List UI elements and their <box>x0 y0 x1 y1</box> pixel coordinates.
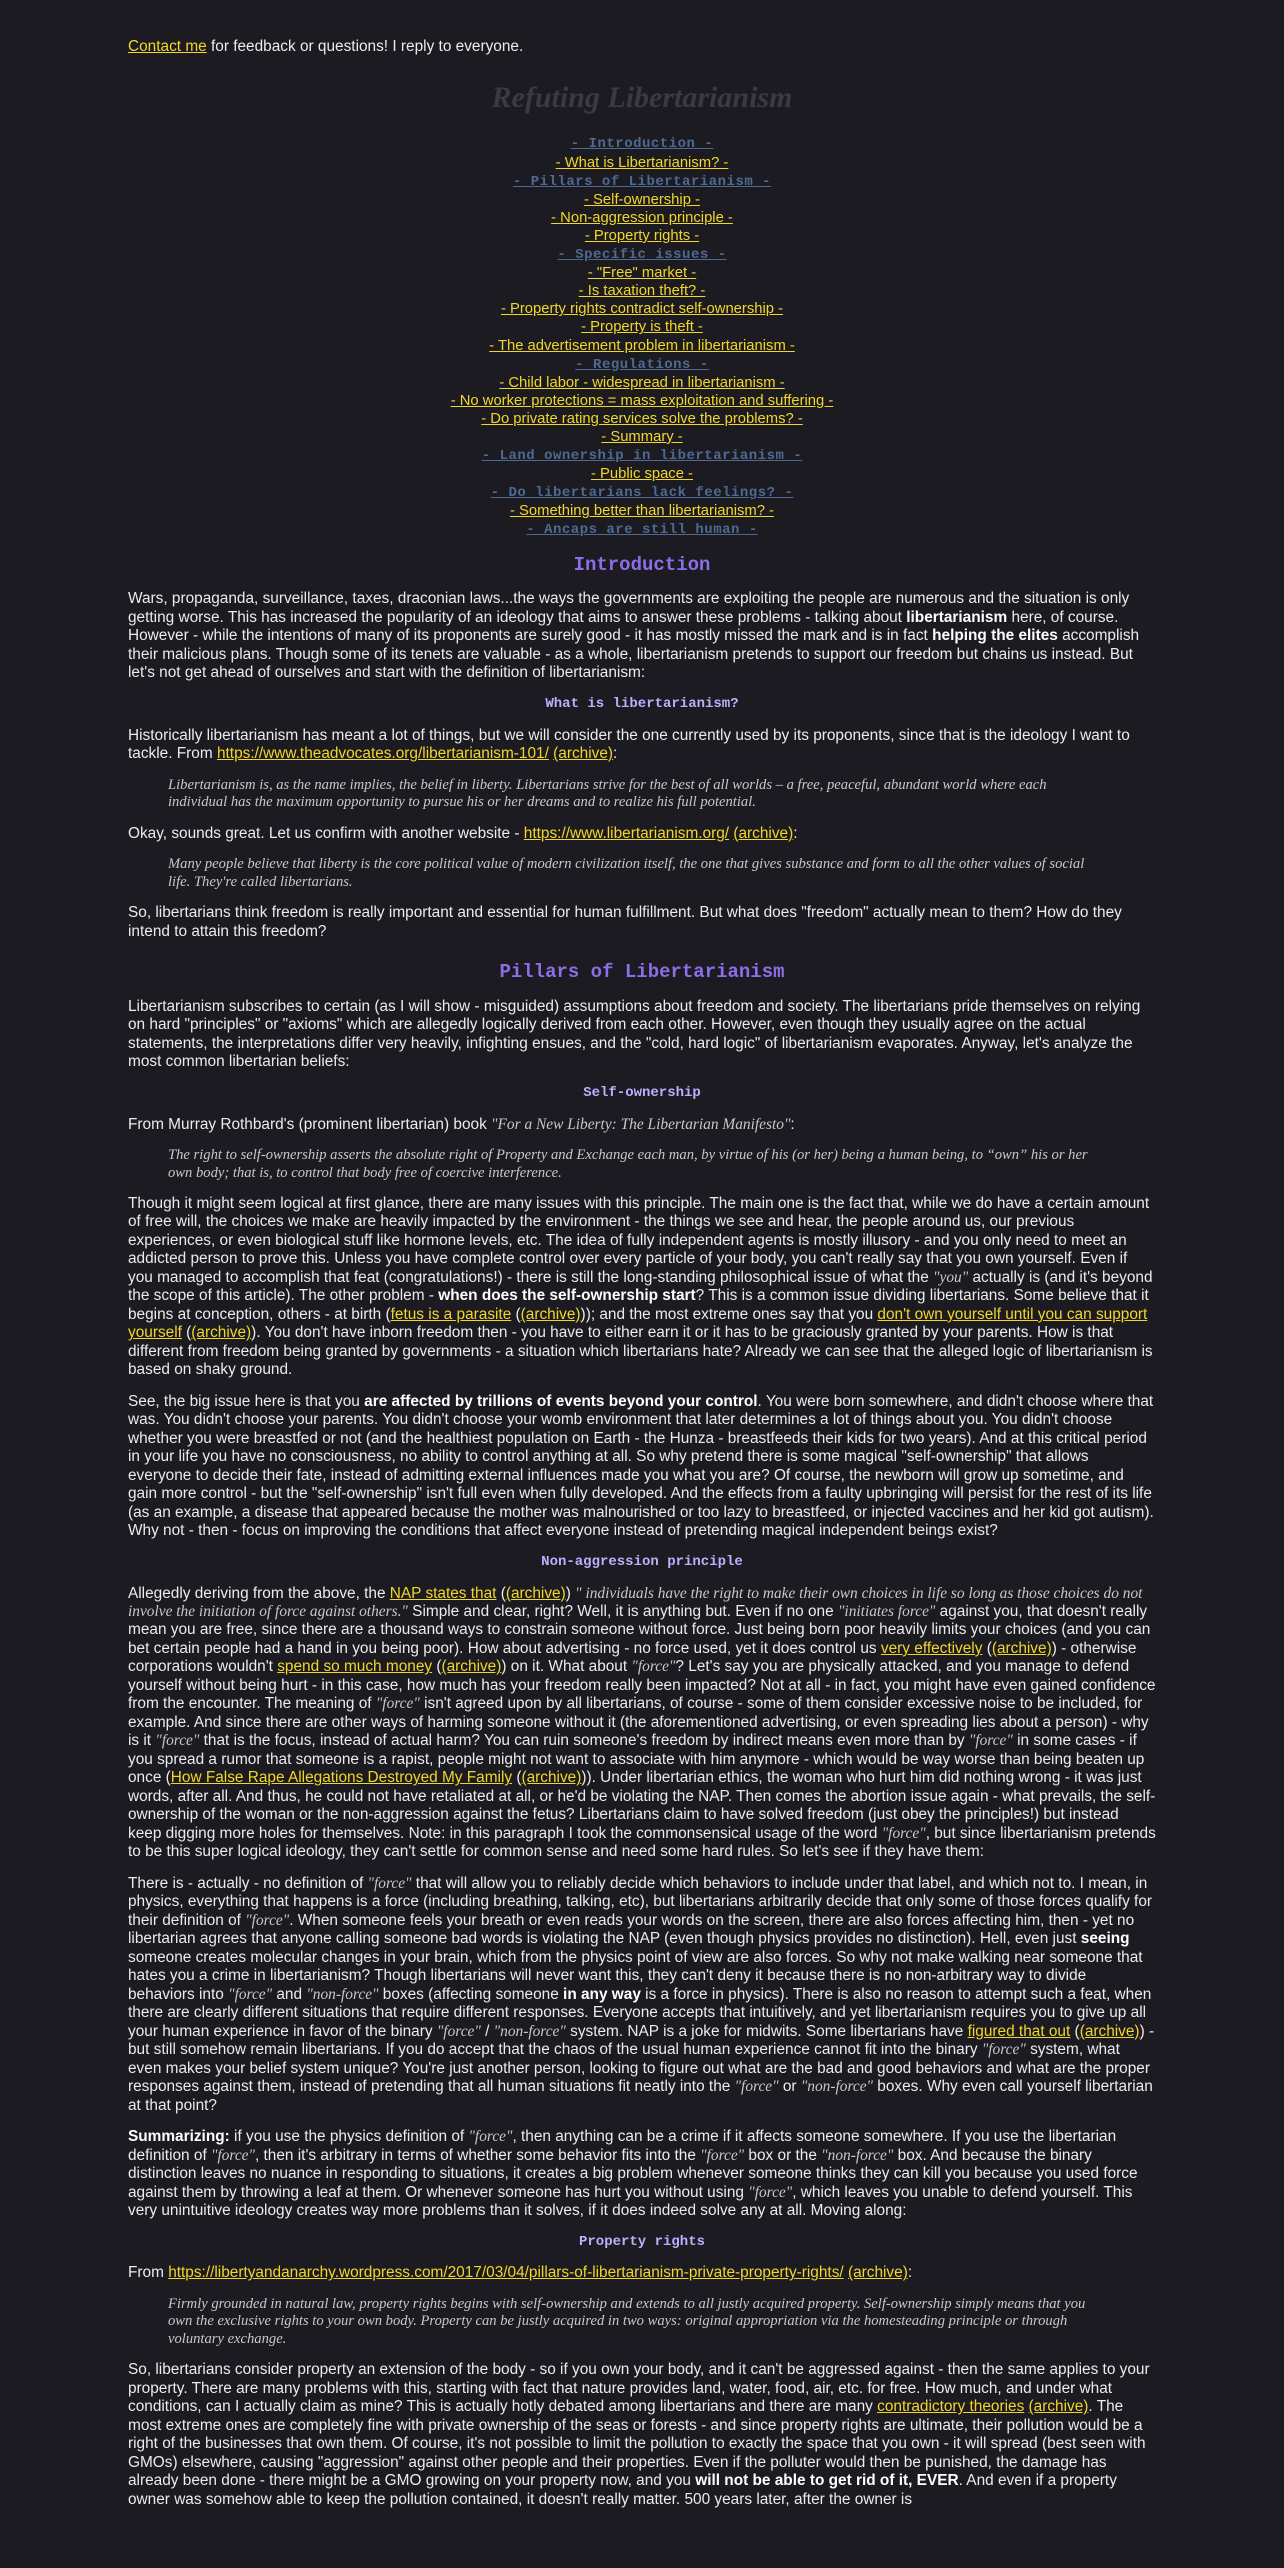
inline-link[interactable]: fetus is a parasite <box>390 1305 512 1323</box>
page-title: Refuting Libertarianism <box>491 81 793 115</box>
source-link[interactable]: https://www.libertarianism.org/ <box>523 824 730 842</box>
archive-link[interactable]: (archive) <box>991 1639 1052 1657</box>
contact-text: for feedback or questions! I reply to everyone. <box>206 38 524 55</box>
toc-link[interactable]: - Public space - <box>591 466 693 483</box>
archive-link[interactable]: (archive) <box>733 824 794 842</box>
toc-link[interactable]: - Something better than libertarianism? - <box>509 503 774 520</box>
toc-section-link[interactable]: - Pillars of Libertarianism - <box>512 173 772 190</box>
toc-link[interactable]: - Property rights contradict self-ownership - <box>500 301 784 318</box>
archive-link[interactable]: (archive) <box>520 1305 581 1323</box>
archive-link[interactable]: (archive) <box>1028 2398 1089 2416</box>
toc-link[interactable]: - "Free" market - <box>587 265 697 282</box>
inline-link[interactable]: very effectively <box>880 1639 983 1657</box>
toc-row <box>128 410 1156 428</box>
toc-row <box>128 154 1156 172</box>
inline-link[interactable]: spend so much money <box>277 1658 433 1676</box>
toc-row <box>128 318 1156 336</box>
toc-row <box>128 428 1156 446</box>
toc-row <box>128 264 1156 282</box>
source-link[interactable]: https://www.theadvocates.org/libertarianism-101/ <box>216 745 549 763</box>
toc-section-link[interactable]: - Regulations - <box>575 356 709 373</box>
paragraph: So, libertarians think freedom is really important and essential for human fulfillment. But what does "freedom" actually mean to them? How do they intend to attain this freedom? <box>128 904 1122 940</box>
table-of-contents <box>128 134 1156 539</box>
toc-section-link[interactable]: - Land ownership in libertarianism - <box>481 448 803 465</box>
quote: Firmly grounded in natural law, property rights begins with self-ownership and extends to all justly acquired property. Self-ownership simply means that you own the exclusive rights to your own body. Property can be justly acquired in two ways: original appropriation via the homesteading principle or through voluntary exchange. <box>168 2295 1086 2347</box>
toc-row <box>128 134 1156 153</box>
paragraph: So, libertarians consider property an extension of the body - so if you own your body, and it can't be aggressed against - then the same applies to your property. There are many problems with this, starting with fact that nature provides land, water, food, air, etc. for free. How much, and under what conditions, can I actually claim as mine? This is actually hotly debated among libertarians and there are many contradictory theories (archive). The most extreme ones are completely fine with private ownership of the seas or forests - and since property rights are ultimate, their pollution would be a right of the businesses that own them. Of course, it's not possible to limit the pollution to exactly the space that you own - it will spread (best seen with GMOs) elsewhere, causing "aggression" against other people and their properties. Even if the polluter would then be punished, the damage has already been done - there might be a GMO growing on your property now, and you will not be able to get rid of it, EVER. And even if a property owner was somehow able to keep the pollution contained, it doesn't really matter. 500 years later, after the owner is <box>128 2361 1150 2508</box>
toc-row <box>128 483 1156 502</box>
paragraph: Historically libertarianism has meant a lot of things, but we will consider the one currently used by its proponents, since that is the ideology I want to tackle. From https://www.theadvocates.org/libertarianism-101/ (archive): <box>128 726 1130 763</box>
inline-link[interactable]: don't own yourself until you can support yourself <box>128 1305 1148 1342</box>
inline-link[interactable]: contradictory theories <box>877 2398 1025 2416</box>
inline-link[interactable]: How False Rape Allegations Destroyed My Family <box>170 1769 513 1787</box>
quote: Libertarianism is, as the name implies, the belief in liberty. Libertarians strive for the best of all worlds – a free, peaceful, abundant world where each individual has the maximum opportunity to pursue his or her dreams and to realize his full potential. <box>168 776 1047 811</box>
toc-row <box>128 209 1156 227</box>
toc-row <box>128 374 1156 392</box>
toc-link[interactable]: - The advertisement problem in libertarianism - <box>489 337 795 354</box>
toc-link[interactable]: - Is taxation theft? - <box>578 283 706 300</box>
paragraph: From Murray Rothbard's (prominent libertarian) book "For a New Liberty: The Libertarian Manifesto": <box>128 1115 795 1133</box>
heading-pillars: Pillars of Libertarianism <box>499 960 785 983</box>
toc-section-link[interactable]: - Ancaps are still human - <box>526 522 758 539</box>
inline-link[interactable]: NAP states that <box>389 1584 497 1602</box>
toc-row <box>128 355 1156 374</box>
archive-link[interactable]: (archive) <box>521 1769 582 1787</box>
toc-row <box>128 392 1156 410</box>
toc-row <box>128 520 1156 539</box>
contact-line <box>128 38 1156 56</box>
toc-link[interactable]: - Child labor - widespread in libertarianism - <box>499 374 785 391</box>
paragraph: From https://libertyandanarchy.wordpress.com/2017/03/04/pillars-of-libertarianism-private-property-rights/ (archive): <box>128 2264 913 2282</box>
paragraph: See, the big issue here is that you are affected by trillions of events beyond your control. You were born somewhere, and didn't choose where that was. You didn't choose your parents. You didn't choose your womb environment that later determines a lot of things about you. You didn't choose whether you were breastfed or not (and the healthiest population on Earth - the Hunza - breastfeeds their kids for two years). And at this critical period in your life you have no consciousness, no ability to control anything at all. So why pretend there is some magical "self-ownership" that allows everyone to decide their fate, instead of admitting external influences made you what you are? Of course, the newborn will grow up sometime, and gain more control - but the "self-ownership" isn't full even when fully developed. And the effects from a faulty upbringing will persist for the rest of its life (as an example, a disease that appeared because the mother was malnourished or too lazy to breastfeed, or injected vaccines and her kid got autism). Why not - then - focus on improving the conditions that affect everyone instead of pretending magical independent beings exist? <box>128 1392 1154 1540</box>
paragraph: Okay, sounds great. Let us confirm with another website - https://www.libertarianism.org/ (archive): <box>128 824 798 842</box>
toc-row <box>128 465 1156 483</box>
toc-link[interactable]: - Self-ownership - <box>584 191 700 208</box>
toc-row <box>128 172 1156 191</box>
toc-row <box>128 245 1156 264</box>
archive-link[interactable]: (archive) <box>847 2264 908 2282</box>
toc-link[interactable]: - Property rights - <box>584 227 700 244</box>
heading-what-is-libertarianism: What is libertarianism? <box>545 695 739 712</box>
toc-row <box>128 282 1156 300</box>
archive-link[interactable]: (archive) <box>441 1658 502 1676</box>
toc-row <box>128 502 1156 520</box>
paragraph: There is - actually - no definition of "force" that will allow you to reliably decide which behaviors to include under that label, and which not to. I mean, in physics, everything that happens is a force (including breathing, talking, etc), but libertarians arbitrarily decide that only some of those forces qualify for their definition of "force". When someone feels your breath or even reads your words on the screen, there are also forces affecting him, then - yet no libertarian agrees that anyone calling someone bad words is violating the NAP (even though physics provides no distinction). Hell, even just seeing someone creates molecular changes in your brain, which from the physics point of view are also forces. So why not make walking near someone that hates you a crime in libertarianism? Though libertarians will never want this, they can't deny it because there is no non-arbitrary way to divide behaviors into "force" and "non-force" boxes (affecting someone in any way is a force in physics). There is also no reason to attempt such a feat, when there are clearly different situations that require different responses. Everyone accepts that intuitively, and yet libertarianism requires you to give up all your human experience in favor of the binary "force" / "non-force" system. NAP is a joke for midwits. Some libertarians have figured that out ((archive)) - but still somehow remain libertarians. If you do accept that the chaos of the usual human experience cannot fit into the binary "force" system, what even makes your belief system unique? You're just another person, looking to figure out what are the bad and good behaviors and what are the proper responses against them, instead of pretending that all human situations fit neatly into the "force" or "non-force" boxes. Why even call yourself libertarian at that point? <box>128 1874 1155 2114</box>
toc-link[interactable]: - Do private rating services solve the problems? - <box>481 410 803 427</box>
toc-row <box>128 227 1156 245</box>
paragraph: Libertarianism subscribes to certain (as I will show - misguided) assumptions about freedom and society. The libertarians pride themselves on relying on hard "principles" or "axioms" which are allegedly logically derived from each other. However, even though they usually agree on the actual statements, the interpretations differ very heavily, infighting ensues, and the "cold, hard logic" of libertarianism evaporates. Anyway, let's analyze the most common libertarian beliefs: <box>128 997 1141 1071</box>
paragraph: Wars, propaganda, surveillance, taxes, draconian laws...the ways the governments are exploiting the people are numerous and the situation is only getting worse. This has increased the popularity of an ideology that aims to answer these problems - talking about libertarianism here, of course. However - while the intentions of many of its proponents are surely good - it has mostly missed the mark and is in fact helping the elites accomplish their malicious plans. Though some of its tenets are valuable - as a whole, libertarianism pretends to support our freedom but chains us instead. But let's not get ahead of ourselves and start with the definition of libertarianism: <box>128 590 1140 682</box>
paragraph: Allegedly deriving from the above, the NAP states that ((archive)) " individuals have the right to make their own choices in life so long as those choices do not involve the initiation of force against others." Simple and clear, right? Well, it is anything but. Even if no one "initiates force" against you, that doesn't really mean you are free, since there are a thousand ways to constrain someone without force. Just being born poor heavily limits your choices (and you can bet certain people had a hand in you being poor). How about advertising - no force used, yet it does control us very effectively ((archive)) - otherwise corporations wouldn't spend so much money ((archive)) on it. What about "force"? Let's say you are physically attacked, and you manage to defend yourself without being hurt - in this case, how much has your freedom really been impacted? Not at all - in fact, you might have even gained confidence from the encounter. The meaning of "force" isn't agreed upon by all libertarians, of course - some of them consider excessive noise to be included, for example. And since there are other ways of harming someone without it (the aforementioned advertising, or even spreading lies about a person) - why is it "force" that is the focus, instead of actual harm? You can ruin someone's freedom by indirect means even more than by "force" in some cases - if you spread a rumor that someone is a rapist, people might not want to associate with him anymore - which would be way worse than being beaten up once (How False Rape Allegations Destroyed My Family ((archive))). Under libertarian ethics, the woman who hurt him did nothing wrong - it was just words, after all. And thus, he could not have retaliated at all, or he'd be violating the NAP. Then comes the abortion issue again - what prevails, the self-ownership of the woman or the non-aggression against the fetus? Libertarians claim to have solved freedom (just obey the principles!) but instead keep digging more holes for themselves. Note: in this paragraph I took the commonsensical usage of the word "force", but since libertarianism pretends to be this super logical ideology, they can't settle for common sense and need some hard rules. So let's see if they have them: <box>128 1584 1156 1861</box>
archive-link[interactable]: (archive) <box>505 1584 566 1602</box>
paragraph: Though it might seem logical at first glance, there are many issues with this principle. The main one is the fact that, while we do have a certain amount of free will, the choices we make are heavily impacted by the environment - the things we see and hear, the people around us, our previous experiences, or even biological stuff like hormone levels, etc. The idea of fully independent agents is mostly illusory - and you only need to meet an addicted person to prove this. Unless you have complete control over every particle of your body, you can't really say that you own yourself. Even if you managed to accomplish that feat (congratulations!) - there is still the long-standing philosophical issue of what the "you" actually is (and it's beyond the scope of this article). The other problem - when does the self-ownership start? This is a common issue dividing libertarians. Some believe that it begins at conception, others - at birth (fetus is a parasite ((archive))); and the most extreme ones say that you don't own yourself until you can support yourself ((archive)). You don't have inborn freedom then - you have to either earn it or it has to be graciously granted by your parents. How is that different from freedom being granted by governments - a situation which libertarians hate? Already we can see that the alleged logic of libertarianism is based on shaky ground. <box>128 1195 1153 1379</box>
toc-section-link[interactable]: - Do libertarians lack feelings? - <box>490 485 794 502</box>
heading-self-ownership: Self-ownership <box>583 1084 701 1101</box>
toc-section-link[interactable]: - Specific issues - <box>557 247 727 264</box>
toc-link[interactable]: - Non-aggression principle - <box>551 209 733 226</box>
toc-row <box>128 337 1156 355</box>
toc-row <box>128 446 1156 465</box>
quote: The right to self-ownership asserts the absolute right of Property and Exchange each man, by virtue of his (or her) being a human being, to “own” his or her own body; that is, to control that body free of coercive interference. <box>168 1147 1088 1181</box>
article <box>128 38 1156 2522</box>
heading-introduction: Introduction <box>573 553 711 576</box>
toc-link[interactable]: - Summary - <box>601 428 683 445</box>
inline-link[interactable]: figured that out <box>967 2022 1071 2040</box>
archive-link[interactable]: (archive) <box>191 1324 252 1342</box>
toc-link[interactable]: - What is Libertarianism? - <box>555 154 729 171</box>
toc-link[interactable]: - Property is theft - <box>581 319 703 336</box>
quote: Many people believe that liberty is the core political value of modern civilization itself, the one that gives substance and form to all the other values of social life. They're called libertarians. <box>168 856 1085 890</box>
toc-section-link[interactable]: - Introduction - <box>570 136 714 153</box>
toc-link[interactable]: - No worker protections = mass exploitation and suffering - <box>450 392 834 409</box>
paragraph: Summarizing: if you use the physics definition of "force", then anything can be a crime if it affects someone somewhere. If you use the libertarian definition of "force", then it's arbitrary in terms of whether some behavior fits into the "force" box or the "non-force" box. And because the binary distinction leaves no nuance in responding to situations, it creates a big problem whenever someone thinks they can kill you because you used force against them by throwing a leaf at them. Or whenever someone has hurt you without using "force", which leaves you unable to defend yourself. This very unintuitive ideology creates way more problems than it solves, if it does indeed solve any at all. Moving along: <box>128 2128 1138 2220</box>
heading-nap: Non-aggression principle <box>541 1553 743 1570</box>
archive-link[interactable]: (archive) <box>553 745 614 763</box>
source-link[interactable]: https://libertyandanarchy.wordpress.com/2017/03/04/pillars-of-libertarianism-private-property-rights/ <box>168 2264 844 2282</box>
toc-row <box>128 300 1156 318</box>
heading-property-rights: Property rights <box>578 2233 706 2250</box>
archive-link[interactable]: (archive) <box>1079 2022 1140 2040</box>
contact-link[interactable]: Contact me <box>128 38 207 55</box>
toc-row <box>128 191 1156 209</box>
